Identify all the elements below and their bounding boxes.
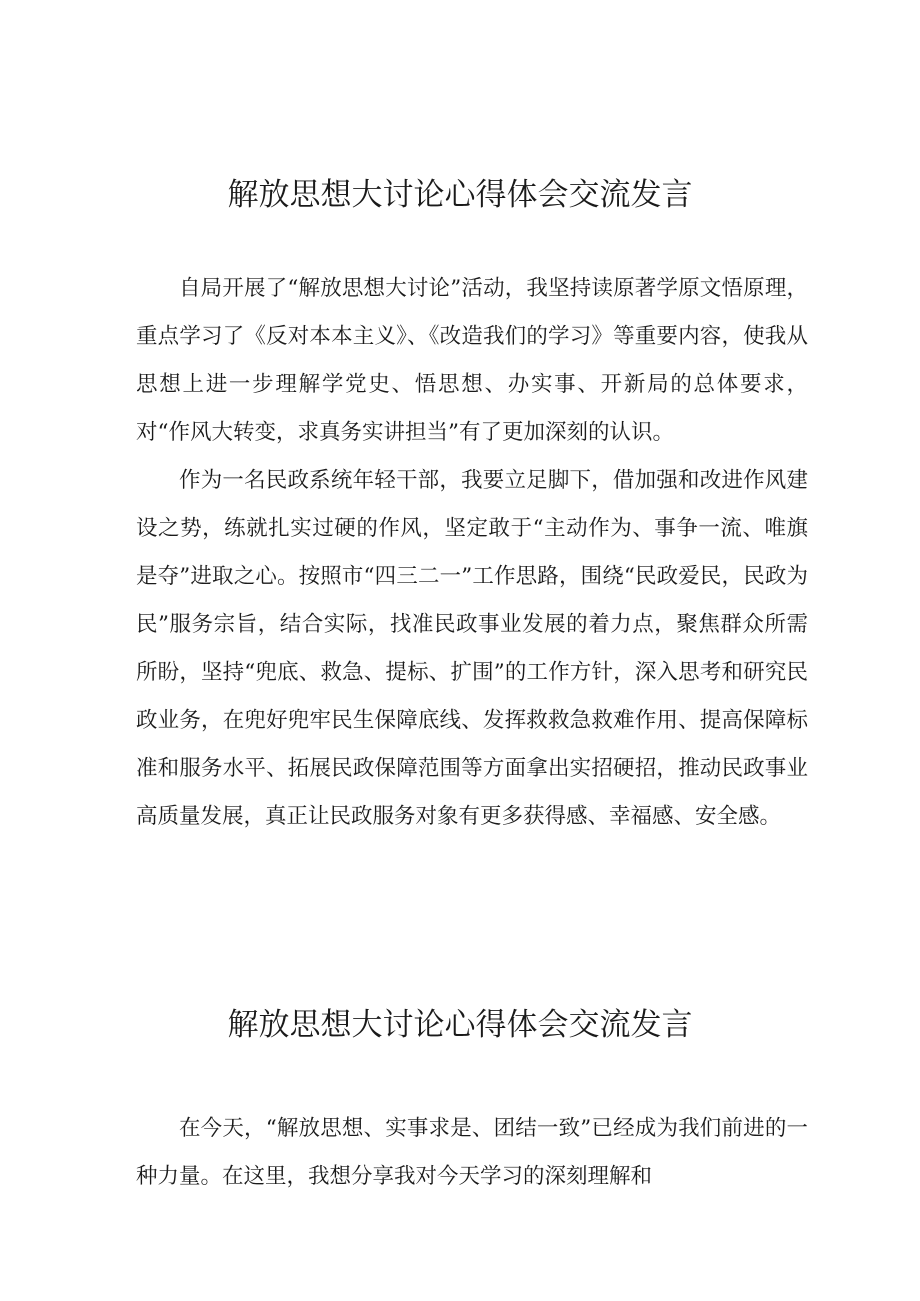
paragraph: 自局开展了“解放思想大讨论”活动，我坚持读原著学原文悟原理，重点学习了《反对本本主义》、《改造我们的学习》等重要内容，使我从思想上进一步理解学党史、悟思想、办实事、开新局的总体要求，对“作风大转变，求真务实讲担当”有了更加深刻的认识。 bbox=[136, 276, 808, 445]
paragraph: 在今天，“解放思想、实事求是、团结一致”已经成为我们前进的一种力量。在这里，我想分享我对今天学习的深刻理解和 bbox=[136, 1116, 808, 1189]
section-title: 解放思想大讨论心得体会交流发言 bbox=[227, 1007, 693, 1043]
section-title: 解放思想大讨论心得体会交流发言 bbox=[227, 177, 693, 213]
section-body bbox=[136, 265, 808, 841]
section-body bbox=[136, 1105, 808, 1201]
paragraph: 作为一名民政系统年轻干部，我要立足脚下，借加强和改进作风建设之势，练就扎实过硬的作风，坚定敢于“主动作为、事争一流、唯旗是夺”进取之心。按照市“四三二一”工作思路，围绕“民政爱民，民政为民”服务宗旨，结合实际，找准民政事业发展的着力点，聚焦群众所需所盼，坚持“兜底、救急、提标、扩围”的工作方针，深入思考和研究民政业务，在兜好兜牢民生保障底线、发挥救救急救难作用、提高保障标准和服务水平、拓展民政保障范围等方面拿出实招硬招，推动民政事业高质量发展，真正让民政服务对象有更多获得感、幸福感、安全感。 bbox=[136, 468, 808, 829]
